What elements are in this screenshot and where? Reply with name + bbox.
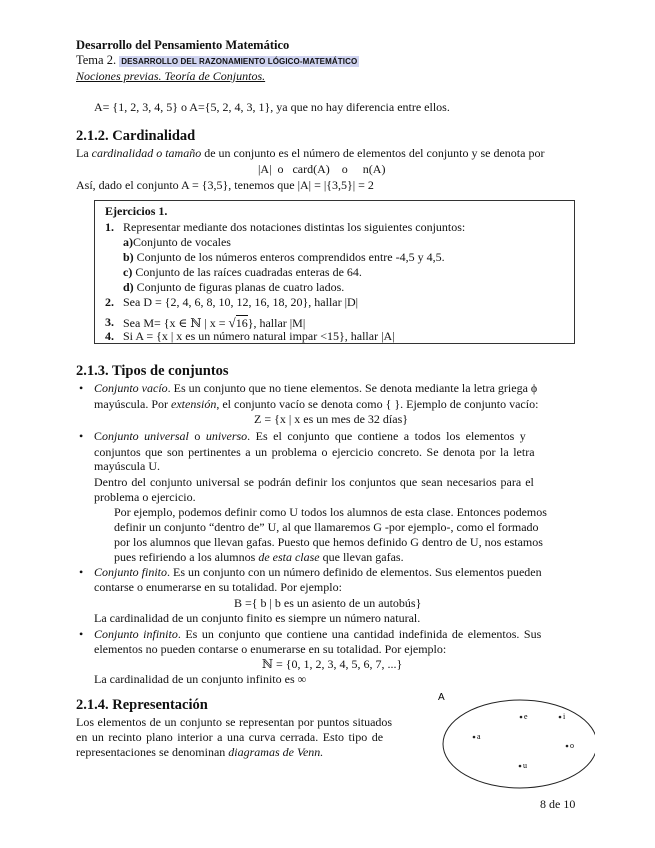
exercise-1: Representar mediante dos notaciones distintas los siguientes conjuntos: [123,220,466,234]
venn-point-label: o [570,741,574,750]
emphasis: cardinalidad o tamaño [91,146,202,160]
exercises-box [94,200,575,344]
text: representaciones se denominan [76,745,229,759]
venn-point [519,765,522,768]
representacion-line-1: Los elementos de un conjunto se representan por puntos situados [76,715,393,729]
venn-point [559,716,562,719]
venn-point-label: i [563,712,566,721]
emphasis: de esta clase [258,550,320,564]
page-number: 8 de 10 [540,797,576,811]
course-title: Desarrollo del Pensamiento Matemático [76,38,290,52]
section-tipos-heading: 2.1.3. Tipos de conjuntos [76,363,229,379]
universal-example-3: por los alumnos que llevan gafas. Puesto que hemos definido G dentro de U, nos estamos [114,535,543,549]
text: . Es un conjunto que no tiene elementos. Se denota mediante la letra griega ϕ [167,381,538,395]
label: d) [123,280,134,294]
universal-line-4: Dentro del conjunto universal se podrán definir los conjuntos que sean necesarios para el [94,475,534,489]
topic-title: DESARROLLO DEL RAZONAMIENTO LÓGICO-MATEMÁTICO [121,57,358,66]
text: de un conjunto es el número de elementos del conjunto y se denota por [201,146,545,160]
venn-point-label: u [523,761,527,770]
text: Conjunto de figuras planas de cuatro lados. [133,280,345,294]
venn-label: A [438,692,445,703]
sqrt-symbol: √ [228,315,236,330]
section-representacion-heading: 2.1.4. Representación [76,697,208,713]
venn-diagram [430,690,595,790]
emphasis: onjunto universal [102,429,189,443]
text: mayúscula. Por [94,397,171,411]
intro-line: A= {1, 2, 3, 4, 5} o A={5, 2, 4, 3, 1}, ya que no hay diferencia entre ellos. [94,100,450,114]
radicand: 16 [235,316,248,330]
vacio-example: Z = {x | x es un mes de 32 días} [254,412,409,426]
exercise-2: Sea D = {2, 4, 6, 8, 10, 12, 16, 18, 20}, hallar |D| [123,295,359,309]
representacion-line-2: en un recinto plano interior a una curva cerrada. Esto tipo de [76,730,384,744]
text: , el conjunto vacío se denota como { }. Ejemplo de conjunto vacío: [216,397,539,411]
bullet: • [79,565,84,579]
infinito-example: ℕ = {0, 1, 2, 3, 4, 5, 6, 7, ...} [262,657,403,671]
exercise-1b [123,250,445,265]
cardinal-notation: |A| o card(A) o n(A) [258,162,386,176]
text: que llevan gafas. [319,550,404,564]
text: Conjunto de los números enteros comprendidos entre -4,5 y 4,5. [133,250,445,264]
emphasis: Conjunto infinito [94,627,178,641]
finito-line-1 [94,565,542,580]
universal-line-2: conjuntos que son pertinentes a un problema o ejercicio concreto. Se denota por la letra [94,445,535,459]
section-cardinalidad-heading: 2.1.2. Cardinalidad [76,128,196,144]
representacion-line-3 [76,745,323,760]
exercise-1a [123,235,231,250]
text: . Es el conjunto que contiene a todos los elementos y [247,429,526,443]
infinito-line-2: elementos no pueden contarse o enumerarse en su totalidad. Por ejemplo: [94,642,447,656]
venn-point-label: a [477,732,481,741]
finito-example: B ={ b | b es un asiento de un autobús} [234,596,422,610]
cardinal-paragraph-2: Así, dado el conjunto A = {3,5}, tenemos que |A| = |{3,5}| = 2 [76,178,374,192]
text: Sea M= {x ∈ ℕ | x = [123,316,229,330]
text: C [94,429,103,443]
text: o [188,429,206,443]
text: . Es un conjunto con un número definido de elementos. Sus elementos pueden [167,565,542,579]
venn-point [520,716,523,719]
bullet: • [79,381,84,395]
exercise-number-1: 1. [105,220,114,234]
text: Conjunto de vocales [133,235,231,249]
label: b) [123,250,134,264]
topic-line [76,53,359,68]
universal-example-4 [114,550,404,565]
universal-line-5: problema o ejercicio. [94,490,196,504]
finito-line-2: contarse o enumerarse en su totalidad. Por ejemplo: [94,580,342,594]
exercise-number-3: 3. [105,315,114,329]
exercise-1d [123,280,344,295]
topic-prefix: Tema 2. [76,53,117,67]
emphasis: Conjunto finito [94,565,168,579]
universal-example-1: Por ejemplo, podemos definir como U todos los alumnos de esta clase. Entonces podemos [114,505,547,519]
infinito-line-1 [94,627,541,642]
venn-point [473,736,476,739]
venn-point-label: e [524,712,528,721]
vacio-line-2 [94,397,538,412]
emphasis: diagramas de Venn. [228,745,324,759]
emphasis: universo [205,429,248,443]
emphasis: Conjunto vacío [94,381,168,395]
exercise-1c [123,265,362,280]
infinito-line-3: La cardinalidad de un conjunto infinito es ∞ [94,672,307,686]
cardinal-paragraph-1 [76,146,544,161]
text: . Es un conjunto que contiene una cantidad indefinida de elementos. Sus [177,627,542,641]
label: a) [123,235,133,249]
exercise-4: Si A = {x | x es un número natural impar <15}, hallar |A| [123,329,395,343]
universal-line-1 [94,429,526,444]
universal-example-2: definir un conjunto “dentro de” U, al que llamaremos G -por ejemplo-, como el formado [114,520,539,534]
text: La [76,146,92,160]
text: Conjunto de las raíces cuadradas enteras de 64. [132,265,362,279]
exercise-number-2: 2. [105,295,114,309]
emphasis: extensión [171,397,217,411]
vacio-line-1 [94,381,537,396]
text: }, hallar |M| [247,316,306,330]
universal-line-3: mayúscula U. [94,459,160,473]
exercise-number-4: 4. [105,329,114,343]
subtitle: Nociones previas. Teoría de Conjuntos. [76,69,266,83]
label: c) [123,265,133,279]
finito-line-3: La cardinalidad de un conjunto finito es siempre un número natural. [94,611,421,625]
bullet: • [79,627,84,641]
text: pues refiriendo a los alumnos [114,550,259,564]
bullet: • [79,429,84,443]
exercises-title: Ejercicios 1. [105,204,168,218]
venn-point [566,745,569,748]
